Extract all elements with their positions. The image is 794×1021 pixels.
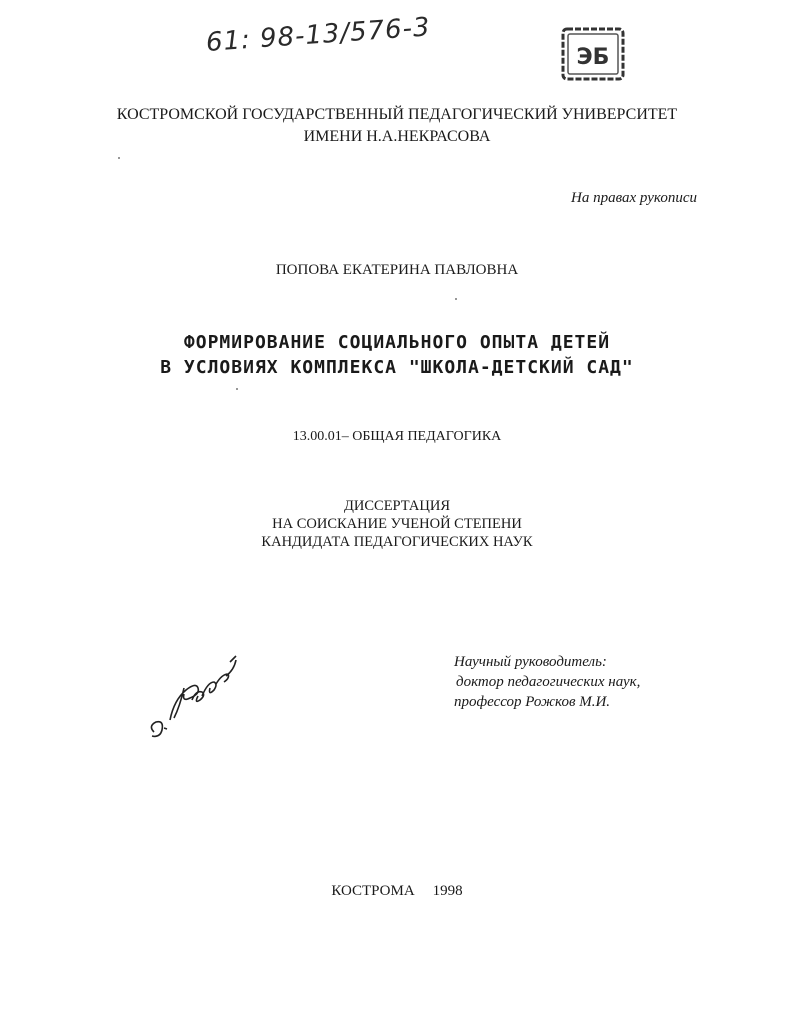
dissertation-degree	[0, 497, 794, 551]
scan-speck	[236, 388, 238, 390]
title-line-1: ФОРМИРОВАНИЕ СОЦИАЛЬНОГО ОПЫТА ДЕТЕЙ	[183, 332, 611, 353]
university-line-1: КОСТРОМСКОЙ ГОСУДАРСТВЕННЫЙ ПЕДАГОГИЧЕСКИЙ УНИВЕРСИТЕТ	[116, 106, 678, 123]
scan-speck	[118, 157, 120, 159]
degree-line-1: ДИССЕРТАЦИЯ	[343, 498, 451, 514]
degree-line-2: НА СОИСКАНИЕ УЧЕНОЙ СТЕПЕНИ	[272, 516, 522, 532]
dissertation-title	[0, 330, 794, 380]
author-name: ПОПОВА ЕКАТЕРИНА ПАВЛОВНА	[275, 262, 519, 278]
degree-line-3: КАНДИДАТА ПЕДАГОГИЧЕСКИХ НАУК	[261, 534, 533, 550]
supervisor-label: Научный руководитель:	[454, 654, 607, 670]
title-line-2: В УСЛОВИЯХ КОМПЛЕКСА "ШКОЛА-ДЕТСКИЙ САД"	[160, 357, 634, 378]
footer-city-year	[0, 883, 794, 900]
specialty-code: 13.00.01– ОБЩАЯ ПЕДАГОГИКА	[292, 429, 502, 444]
handwritten-signature	[140, 640, 250, 750]
university-line-2: ИМЕНИ Н.А.НЕКРАСОВА	[303, 128, 491, 145]
scan-speck	[455, 298, 457, 300]
svg-text:ЭБ: ЭБ	[576, 45, 610, 70]
footer-city: КОСТРОМА	[331, 883, 415, 899]
library-stamp	[560, 26, 626, 82]
footer-year: 1998	[432, 883, 463, 899]
rights-note: На правах рукописи	[571, 190, 697, 206]
university-name	[0, 104, 794, 148]
supervisor-block	[454, 652, 640, 712]
supervisor-degree: доктор педагогических наук,	[456, 674, 641, 690]
handwritten-catalog-code: 61: 98-13/576-3	[205, 12, 432, 58]
supervisor-name: профессор Рожков М.И.	[454, 694, 611, 710]
